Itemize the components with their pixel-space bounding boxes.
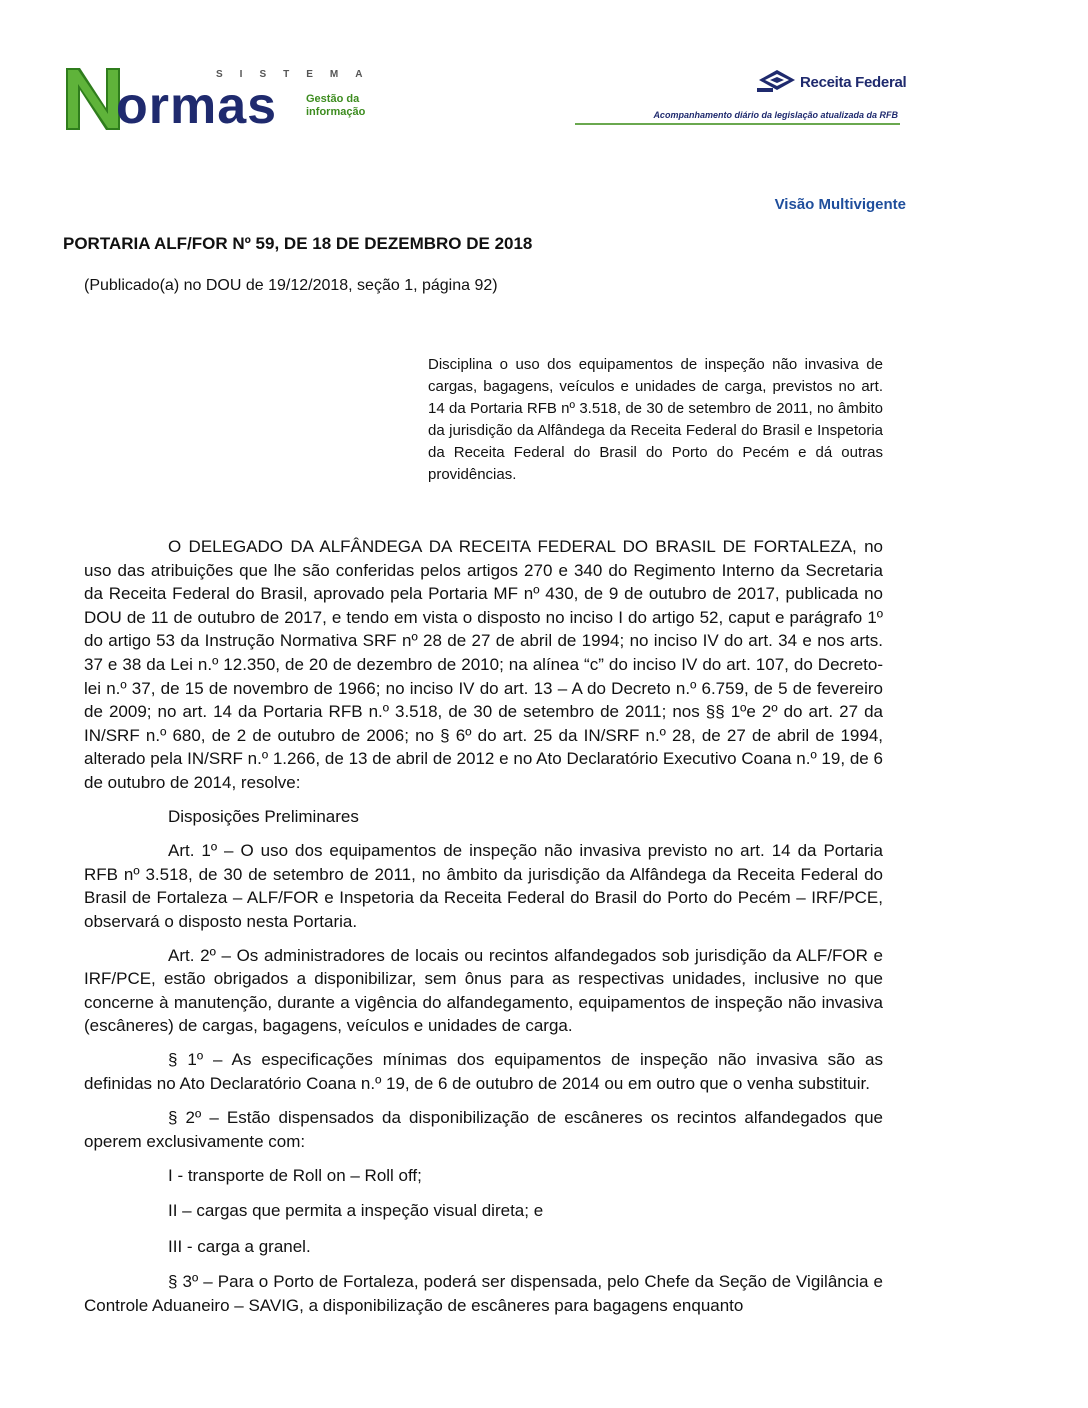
visao-multivigente-link[interactable]: Visão Multivigente: [774, 196, 906, 213]
ementa: Disciplina o uso dos equipamentos de inspeção não invasiva de cargas, bagagens, veículos e unidades de carga, previstos no art. 14 da Portaria RFB nº 3.518, de 30 de setembro de 2011, no âmbito da jurisdição da Alfândega da Receita Federal do Brasil e Inspetoria da Receita Federal do Brasil do Porto do Pecém e dá outras providências.: [428, 356, 883, 483]
receita-federal-emblem-icon: [755, 66, 799, 96]
publication-info: (Publicado(a) no DOU de 19/12/2018, seção 1, página 92): [84, 277, 498, 294]
logo-sistema-text: SISTEMA: [216, 69, 380, 80]
receita-federal-tagline: Acompanhamento diário da legislação atualizada da RFB: [653, 110, 898, 120]
receita-federal-header: [575, 60, 907, 128]
section-heading: Disposições Preliminares: [168, 806, 359, 826]
logo-ormas-text: ormas: [116, 77, 278, 135]
document-body: [84, 535, 883, 1328]
logo-gestao-text: [306, 93, 365, 119]
article-paragraph: Art. 1º – O uso dos equipamentos de inspeção não invasiva previsto no art. 14 da Portaria RFB nº 3.518, de 30 de setembro de 2011, no âmbito da jurisdição da Alfândega da Receita Federal do Brasil de Fortaleza – ALF/FOR e Inspetoria da Receita Federal do Brasil do Porto do Pecém – IRF/PCE, observará o disposto nesta Portaria.: [84, 840, 883, 931]
header-divider-line: [575, 123, 900, 125]
logo-gestao-line1: Gestão da: [306, 93, 360, 105]
article-paragraph: § 2º – Estão dispensados da disponibilização de escâneres os recintos alfandegados que operem exclusivamente com:: [84, 1108, 883, 1151]
preamble-paragraph: O DELEGADO DA ALFÂNDEGA DA RECEITA FEDERAL DO BRASIL DE FORTALEZA, no uso das atribuições que lhe são conferidas pelos artigos 270 e 340 do Regimento Interno da Secretaria da Receita Federal do Brasil, aprovado pela Portaria MF nº 430, de 9 de outubro de 2017, publicada no DOU de 11 de outubro de 2017, e tendo em vista o disposto no inciso I do artigo 52, caput e parágrafo 1º do artigo 53 da Instrução Normativa SRF nº 28 de 27 de abril de 1994; no inciso IV do art. 34 e nos arts. 37 e 38 da Lei n.º 12.350, de 20 de dezembro de 2010; na alínea “c” do inciso IV do art. 107, do Decreto-lei n.º 37, de 15 de novembro de 1966; no inciso IV do art. 13 – A do Decreto n.º 6.759, de 5 de fevereiro de 2009; no art. 14 da Portaria RFB n.º 3.518, de 30 de setembro de 2011; nos §§ 1ºe 2º do art. 27 da IN/SRF n.º 680, de 2 de outubro de 2006; no § 6º do art. 25 da IN/SRF n.º 28, de 27 de abril de 1994, alterado pela IN/SRF n.º 1.266, de 13 de abril de 2012 e no Ato Declaratório Executivo Coana n.º 19, de 6 de outubro de 2014, resolve:: [84, 537, 883, 792]
document-title: PORTARIA ALF/FOR Nº 59, DE 18 DE DEZEMBRO DE 2018: [63, 234, 533, 253]
logo-gestao-line2: informação: [306, 106, 366, 118]
article-paragraph: § 1º – As especificações mínimas dos equipamentos de inspeção não invasiva são as definidas no Ato Declaratório Coana n.º 19, de 6 de outubro de 2014 ou em outro que o venha substituir.: [84, 1050, 883, 1094]
list-item: III - carga a granel.: [168, 1236, 311, 1256]
list-item: II – cargas que permita a inspeção visual direta; e: [168, 1201, 544, 1221]
receita-federal-name: Receita Federal: [800, 74, 907, 91]
list-item: I - transporte de Roll on – Roll off;: [168, 1165, 422, 1185]
article-paragraph: Art. 2º – Os administradores de locais ou recintos alfandegados sob jurisdição da ALF/FOR e IRF/PCE, estão obrigados a disponibilizar, sem ônus para as respectivas unidades, inclusive no que concerne à manutenção, durante a vigência do alfandegamento, equipamentos de inspeção não invasiva (escâneres) de cargas, bagagens, veículos e unidades de carga.: [84, 945, 883, 1036]
sistema-normas-logo: [66, 60, 386, 135]
article-paragraph: § 3º – Para o Porto de Fortaleza, poderá ser dispensada, pelo Chefe da Seção de Vigilância e Controle Aduaneiro – SAVIG, a disponibilização de escâneres para bagagens enquanto: [84, 1272, 883, 1315]
